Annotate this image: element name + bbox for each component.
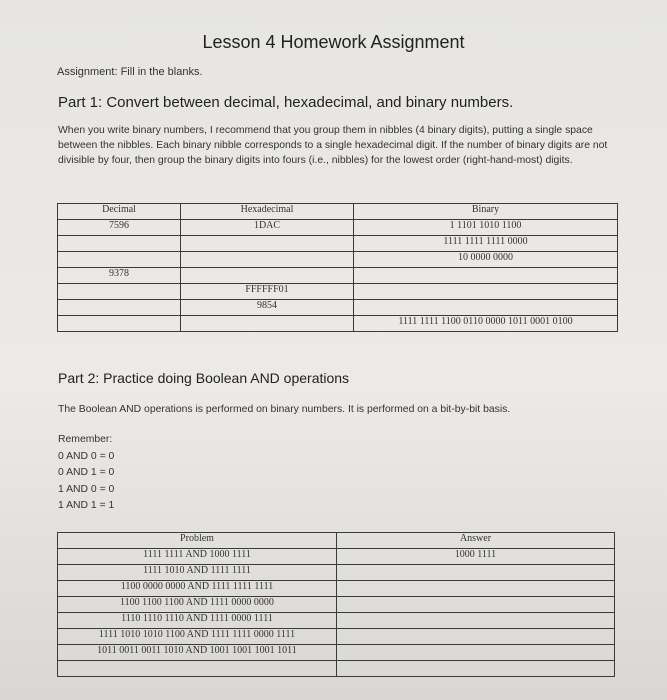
and-rule: 1 AND 0 = 0 [58,483,115,495]
table-row [58,565,615,581]
answer-cell[interactable] [337,565,615,581]
part1-paragraph: When you write binary numbers, I recommend that you group them in nibbles (4 binary digits), putting a single space between the nibbles. Each binary nibble corresponds to a single hexadecimal digit. If the number of binary digits are not divisible by four, then group the binary digits into fours (i.e., nibbles) for the lowest order (right-hand-most) digits. [58,125,608,166]
answer-cell[interactable] [337,645,615,661]
problem-cell: 1111 1111 AND 1000 1111 [58,549,337,565]
problem-cell [58,661,337,677]
table-row [58,220,618,236]
hexadecimal-cell[interactable]: 1DAC [181,220,354,236]
decimal-cell[interactable] [58,284,181,300]
answer-cell[interactable] [337,597,615,613]
table-row [58,549,615,565]
conversion-table [57,203,618,332]
page-title: Lesson 4 Homework Assignment [202,32,465,52]
table-row [58,581,615,597]
table-row [58,236,618,252]
answer-cell[interactable] [337,613,615,629]
binary-cell[interactable] [354,284,618,300]
hexadecimal-cell[interactable] [181,316,354,332]
and-rule: 1 AND 1 = 1 [58,500,115,511]
header-problem: Problem [58,533,337,549]
and-problems-table [57,532,615,677]
and-rule: 0 AND 0 = 0 [58,450,115,462]
problem-cell: 1111 1010 AND 1111 1111 [58,565,337,581]
part1-heading: Part 1: Convert between decimal, hexadecimal, and binary numbers. [58,94,514,111]
table-row [58,300,618,316]
decimal-cell[interactable] [58,316,181,332]
problem-cell: 1110 1110 1110 AND 1111 0000 1111 [58,613,337,629]
decimal-cell[interactable]: 7596 [58,220,181,236]
table-row [58,645,615,661]
part2-paragraph: The Boolean AND operations is performed on binary numbers. It is performed on a bit-by-bit basis. [58,404,511,415]
table-row [58,316,618,332]
table-row [58,629,615,645]
header-decimal: Decimal [58,204,181,220]
and-rule: 0 AND 1 = 0 [58,467,115,478]
hexadecimal-cell[interactable]: 9854 [181,300,354,316]
problem-cell: 1011 0011 0011 1010 AND 1001 1001 1001 1011 [58,645,337,661]
binary-cell[interactable]: 10 0000 0000 [354,252,618,268]
and-rules [58,432,114,515]
table-row [58,661,615,677]
table-row [58,252,618,268]
decimal-cell[interactable] [58,300,181,316]
header-binary: Binary [354,204,618,220]
hexadecimal-cell[interactable] [181,268,354,284]
table-row [58,284,618,300]
answer-cell[interactable]: 1000 1111 [337,549,615,565]
problem-cell: 1100 0000 0000 AND 1111 1111 1111 [58,581,337,597]
hexadecimal-cell[interactable] [181,252,354,268]
answer-cell[interactable] [337,581,615,597]
assignment-instruction: Assignment: Fill in the blanks. [57,66,203,78]
decimal-cell[interactable] [58,252,181,268]
problem-cell: 1100 1100 1100 AND 1111 0000 0000 [58,597,337,613]
table-row [58,268,618,284]
remember-label: Remember: [58,434,113,445]
decimal-cell[interactable]: 9378 [58,268,181,284]
hexadecimal-cell[interactable]: FFFFFF01 [181,284,354,300]
part2-heading: Part 2: Practice doing Boolean AND operations [58,370,350,386]
binary-cell[interactable]: 1111 1111 1111 0000 [354,236,618,252]
decimal-cell[interactable] [58,236,181,252]
table-row [58,613,615,629]
header-answer: Answer [337,533,615,549]
binary-cell[interactable] [354,268,618,284]
binary-cell[interactable] [354,300,618,316]
table-header-row [58,533,615,549]
answer-cell[interactable] [337,629,615,645]
problem-cell: 1111 1010 1010 1100 AND 1111 1111 0000 1111 [58,629,337,645]
table-row [58,597,615,613]
binary-cell[interactable]: 1 1101 1010 1100 [354,220,618,236]
header-hexadecimal: Hexadecimal [181,204,354,220]
table-header-row [58,204,618,220]
binary-cell[interactable]: 1111 1111 1100 0110 0000 1011 0001 0100 [354,316,618,332]
hexadecimal-cell[interactable] [181,236,354,252]
answer-cell[interactable] [337,661,615,677]
